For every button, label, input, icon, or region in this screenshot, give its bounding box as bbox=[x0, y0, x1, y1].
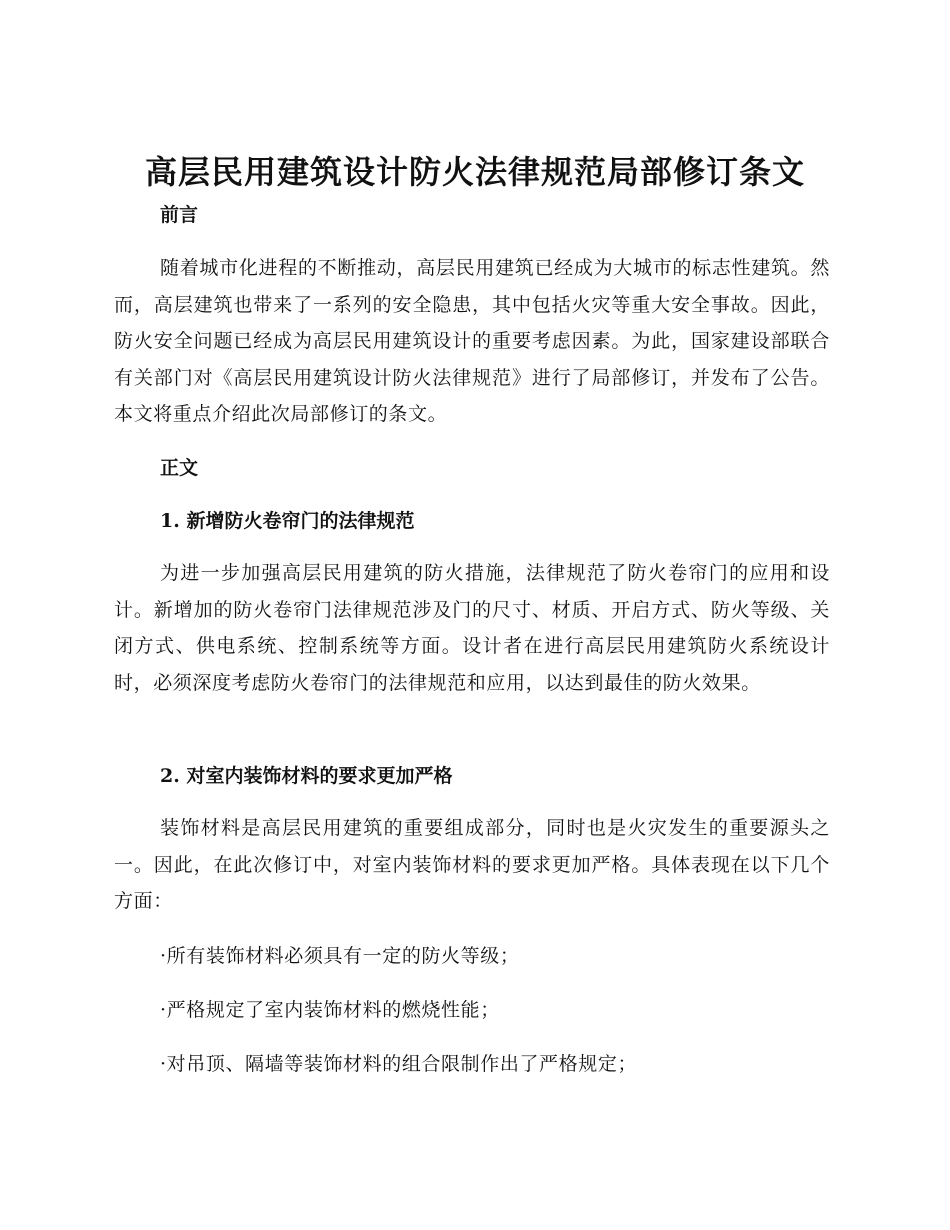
section-1-heading: 1. 新增防火卷帘门的法律规范 bbox=[160, 510, 415, 532]
preface-paragraph: 随着城市化进程的不断推动，高层民用建筑已经成为大城市的标志性建筑。然而，高层建筑也带来了一系列的安全隐患，其中包括火灾等重大安全事故。因此，防火安全问题已经成为高层民用建筑设计的重要考虑因素。为此，国家建设部联合有关部门对《高层民用建筑设计防火法律规范》进行了局部修订，并发布了公告。本文将重点介绍此次局部修订的条文。 bbox=[114, 257, 830, 425]
page-title: 高层民用建筑设计防火法律规范局部修订条文 bbox=[144, 153, 805, 191]
preface-heading: 前言 bbox=[160, 204, 199, 226]
section-1-paragraph: 为进一步加强高层民用建筑的防火措施，法律规范了防火卷帘门的应用和设计。新增加的防火卷帘门法律规范涉及门的尺寸、材质、开启方式、防火等级、关闭方式、供电系统、控制系统等方面。设计者在进行高层民用建筑防火系统设计时，必须深度考虑防火卷帘门的法律规范和应用，以达到最佳的防火效果。 bbox=[114, 562, 830, 694]
section-2-heading: 2. 对室内装饰材料的要求更加严格 bbox=[160, 765, 453, 787]
list-item: ·对吊顶、隔墙等装饰材料的组合限制作出了严格规定； bbox=[160, 1053, 638, 1075]
body-heading: 正文 bbox=[160, 457, 199, 479]
section-2-paragraph: 装饰材料是高层民用建筑的重要组成部分，同时也是火灾发生的重要源头之一。因此，在此次修订中，对室内装饰材料的要求更加严格。具体表现在以下几个方面： bbox=[114, 817, 830, 912]
list-item: ·严格规定了室内装饰材料的燃烧性能； bbox=[160, 999, 500, 1021]
list-item: ·所有装饰材料必须具有一定的防火等级； bbox=[160, 945, 520, 967]
